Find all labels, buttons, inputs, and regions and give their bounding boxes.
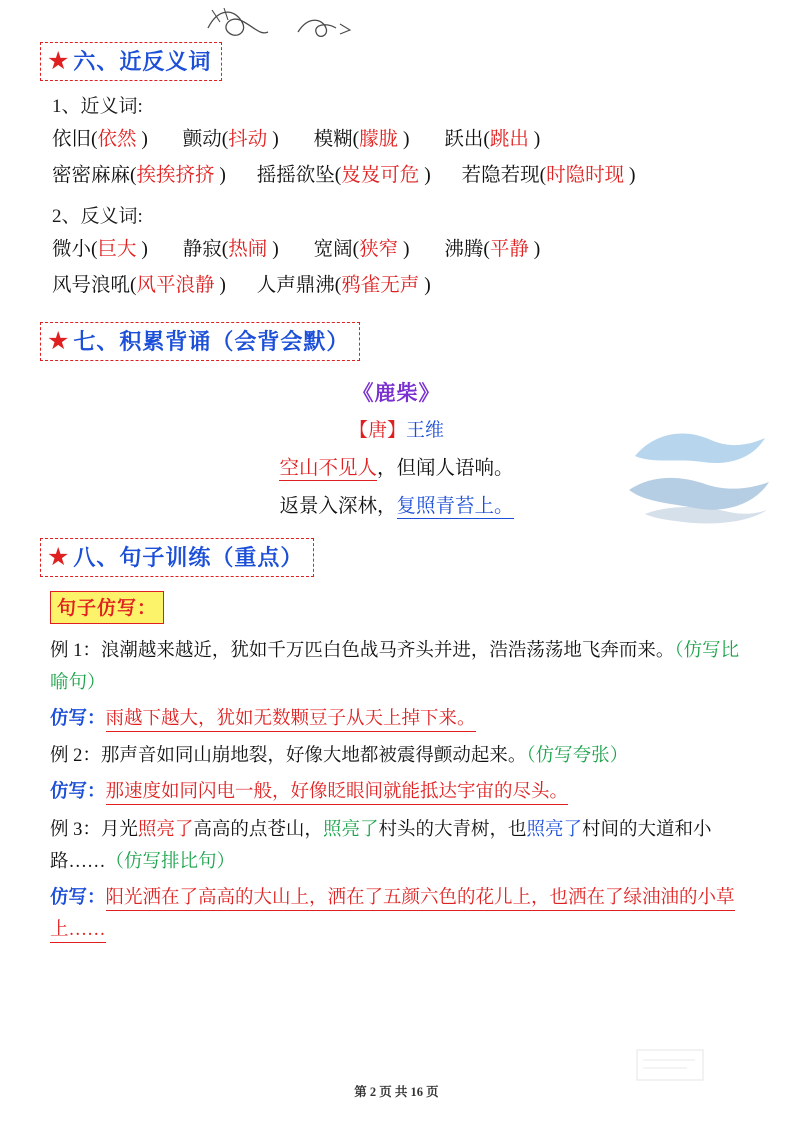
section-heading-recitation [40, 322, 360, 361]
word-pair: 沸腾(平静 ) [444, 238, 541, 260]
star-icon: ★ [47, 328, 70, 355]
example-1: 例 1：浪潮越来越近，犹如千万匹白色战马齐头并进，浩浩荡荡地飞奔而来。（仿写比喻句） [50, 641, 740, 693]
poem-title: 《鹿柴》 [352, 381, 441, 405]
sentence-imitation-label: 句子仿写： [50, 591, 164, 624]
example-2: 例 2：那声音如同山崩地裂，好像大地都被震得颤动起来。（仿写夸张） [50, 746, 629, 767]
word-pair: 宽阔(狭窄 ) [313, 238, 410, 260]
antonyms-row-1 [52, 235, 753, 264]
word-pair: 静寂(热闹 ) [182, 238, 279, 260]
page-footer: 第 2 页 共 16 页 [354, 1085, 439, 1099]
antonyms-label: 2、反义词: [52, 205, 143, 227]
poem-author: 王维 [406, 420, 445, 441]
word-pair: 颤动(抖动 ) [182, 129, 279, 150]
poem-line-2: 返景入深林，复照青苔上。 [279, 496, 514, 517]
word-pair: 若隐若现(时隐时现 ) [461, 165, 636, 187]
word-pair: 模糊(朦胧 ) [313, 129, 410, 150]
poem-line-1: 空山不见人，但闻人语响。 [279, 458, 514, 479]
word-pair: 摇摇欲坠(岌岌可危 ) [256, 165, 431, 187]
poem-author-line [40, 415, 753, 442]
answer-2: 仿写：那速度如同闪电一般，好像眨眼间就能抵达宇宙的尽头。 [50, 777, 753, 809]
word-pair: 人声鼎沸(鸦雀无声 ) [256, 274, 431, 296]
word-pair: 风号浪吼(风平浪静 ) [52, 274, 226, 296]
section-heading-sentence-training [40, 538, 314, 577]
poem-dynasty: 【唐】 [348, 420, 406, 441]
section-title-text: 七、积累背诵（会背会默） [73, 329, 350, 354]
star-icon: ★ [47, 544, 70, 571]
example-3: 例 3：月光照亮了高高的点苍山，照亮了村头的大青树，也照亮了村间的大道和小路……（仿写排比句） [50, 820, 712, 872]
section-title-text: 六、近反义词 [73, 49, 212, 74]
word-pair: 依旧(依然 ) [52, 129, 148, 150]
answer-3: 仿写：阳光洒在了高高的大山上，洒在了五颜六色的花儿上，也洒在了绿油油的小草上…… [50, 883, 753, 947]
word-pair: 跃出(跳出 ) [444, 129, 541, 150]
section-title-text: 八、句子训练（重点） [73, 545, 304, 570]
antonyms-row-2 [52, 271, 753, 300]
poem-block [40, 377, 753, 518]
synonyms-row-1 [52, 125, 753, 154]
answer-1: 仿写：雨越下越大，犹如无数颗豆子从天上掉下来。 [50, 704, 753, 736]
synonyms-row-2 [52, 161, 753, 190]
synonyms-label: 1、近义词: [52, 96, 143, 117]
word-pair: 微小(巨大 ) [52, 238, 148, 260]
section-heading-synonyms-antonyms [40, 42, 222, 81]
word-pair: 密密麻麻(挨挨挤挤 ) [52, 165, 226, 187]
star-icon: ★ [47, 48, 70, 75]
faint-stamp-decoration [635, 1048, 705, 1082]
